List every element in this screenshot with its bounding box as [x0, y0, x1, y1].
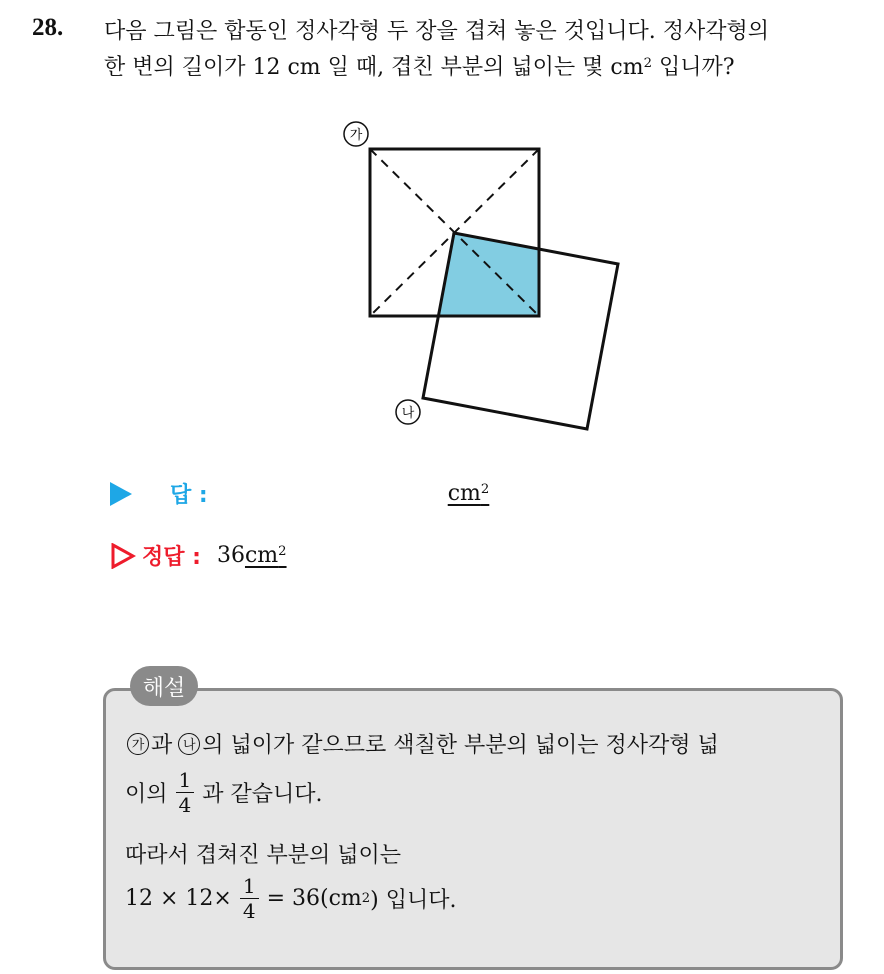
play-icon [110, 482, 132, 506]
explanation-line-3: 따라서 겹쳐진 부분의 넓이는 [125, 843, 402, 868]
question-line-2-text: 한 변의 길이가 12 cm 일 때, 겹친 부분의 넓이는 몇 [104, 55, 604, 80]
svg-text:나: 나 [401, 406, 415, 421]
svg-text:가: 가 [349, 128, 363, 143]
circled-ga: 가 [127, 733, 149, 755]
answer-row [110, 478, 489, 509]
overlapping-squares-figure [330, 112, 630, 442]
circled-na: 나 [178, 733, 200, 755]
correct-unit [245, 543, 287, 568]
answer-label: 답 : [170, 483, 208, 508]
answer-unit [448, 481, 490, 506]
fraction-denominator-2: 4 [242, 899, 256, 923]
label-na [396, 400, 420, 424]
question-line-1: 다음 그림은 합동인 정사각형 두 장을 겹쳐 놓은 것입니다. 정사각형의 [104, 19, 769, 44]
explanation-line-2 [125, 768, 323, 817]
correct-value: 36 [216, 543, 245, 568]
fraction-numerator: 1 [176, 768, 195, 793]
correct-unit-text: cm [244, 543, 279, 568]
correct-answer-row [110, 540, 287, 571]
answer-unit-text: cm [447, 481, 481, 506]
question-unit-sup: 2 [643, 55, 652, 71]
fraction-quarter-2 [240, 874, 259, 923]
fraction-denominator: 4 [178, 793, 192, 817]
explanation-line-1-b: 의 넓이가 같으므로 색칠한 부분의 넓이는 정사각형 넓 [202, 733, 719, 758]
explanation-tab: 해설 [130, 666, 198, 706]
fraction-quarter [176, 768, 195, 817]
answer-unit-sup: 2 [480, 481, 490, 497]
label-ga [344, 122, 368, 146]
explanation-line-2-b: 과 같습니다. [202, 782, 323, 807]
explanation-line-2-a: 이의 [125, 782, 168, 807]
question-text [104, 14, 874, 86]
explanation-line-4-a: 12 × 12× [125, 886, 232, 911]
explanation-line-1 [125, 728, 719, 759]
explanation-line-4-c: ) 입니다. [370, 888, 457, 913]
explanation-line-1-a: 과 [151, 733, 173, 758]
question-unit: cm [610, 55, 644, 80]
explanation-line-4-b: = 36(cm [266, 886, 362, 911]
question-line-2 [104, 50, 874, 86]
fraction-numerator-2: 1 [240, 874, 259, 899]
question-number: 28. [32, 14, 64, 41]
explanation-line-4: 12 × 12× $\frac{1}{4}$ = 36(cm 2 ) 입니다. [125, 874, 457, 923]
correct-unit-sup: 2 [278, 543, 287, 559]
question-line-2-end: 입니까? [651, 55, 735, 80]
outline-play-icon [110, 543, 136, 569]
correct-label: 정답 : [142, 545, 201, 570]
